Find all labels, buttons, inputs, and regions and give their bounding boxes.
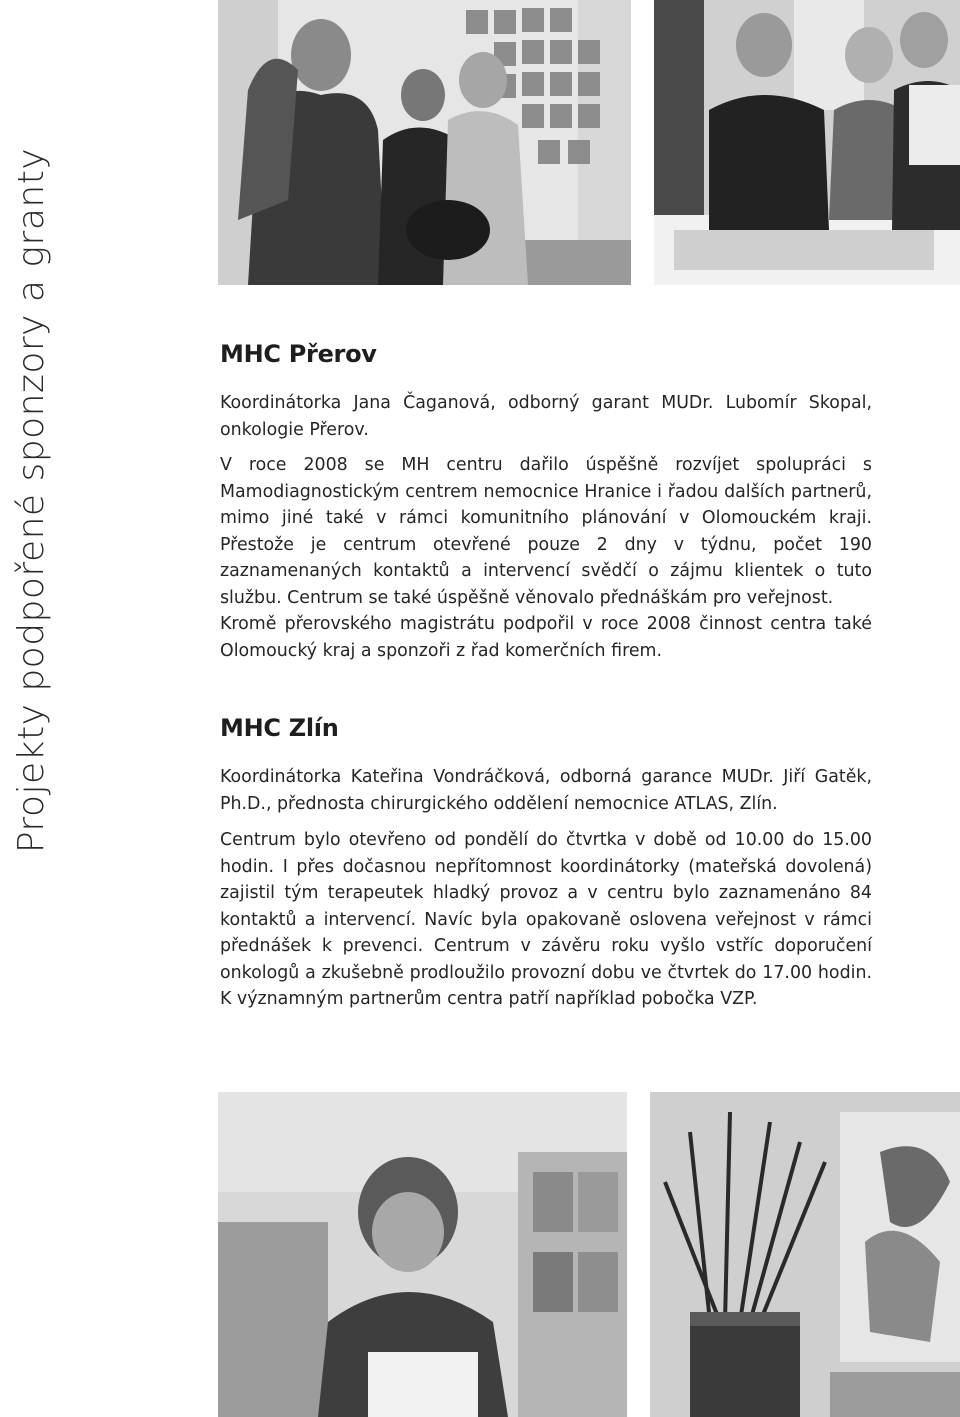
main-content <box>220 340 872 1013</box>
photo-paint-brushes <box>650 1092 960 1417</box>
section-heading-prerov: MHC Přerov <box>220 340 377 368</box>
section-heading-zlin: MHC Zlín <box>220 714 339 742</box>
photo-exhibition-visitors <box>218 0 631 285</box>
side-title-text: Projekty podpořené sponzory a granty <box>11 147 53 853</box>
photo-group-smiling <box>654 0 960 285</box>
paragraph-prerov-coordinator: Koordinátorka Jana Čaganová, odborný garant MUDr. Lubomír Skopal, onkologie Přerov. <box>220 393 872 440</box>
side-title <box>8 40 56 960</box>
paragraph-prerov-support: Kromě přerovského magistrátu podpořil v roce 2008 činnost centra také Olomoucký kraj a sponzoři z řad komerčních firem. <box>220 614 872 661</box>
paragraph-zlin-coordinator: Koordinátorka Kateřina Vondráčková, odborná garance MUDr. Jiří Gatěk, Ph.D., přednosta chirurgického oddělení nemocnice ATLAS, Zlín. <box>220 767 872 814</box>
paragraph-zlin-activities: Centrum bylo otevřeno od pondělí do čtvrtka v době od 10.00 do 15.00 hodin. I přes dočasnou nepřítomnost koordinátorky (mateřská dovolená) zajistil tým terapeutek hladký provoz a v centru bylo zaznamenáno 84 kontaktů a intervencí. Navíc byla opakovaně oslovena veřejnost v rámci přednášek k prevenci. Centrum v závěru roku vyšlo vstříc doporučení onkologů a zkušebně prodloužilo provozní dobu ve čtvrtek do 17.00 hodin. K významným partnerům centra patří například pobočka VZP. <box>220 830 872 1009</box>
paragraph-prerov-activities: V roce 2008 se MH centru dařilo úspěšně rozvíjet spolupráci s Mamodiagnostickým centrem nemocnice Hranice i řadou dalších partnerů, mimo jiné také v rámci komunitního plánování v Olomouckém kraji. Přestože je centrum otevřené pouze 2 dny v týdnu, počet 190 zaznamenaných kontaktů a intervencí svědčí o zájmu klientek o tuto službu. Centrum se také úspěšně věnovalo přednáškám pro veřejnost. <box>220 455 872 608</box>
photo-woman-handicraft <box>218 1092 627 1417</box>
